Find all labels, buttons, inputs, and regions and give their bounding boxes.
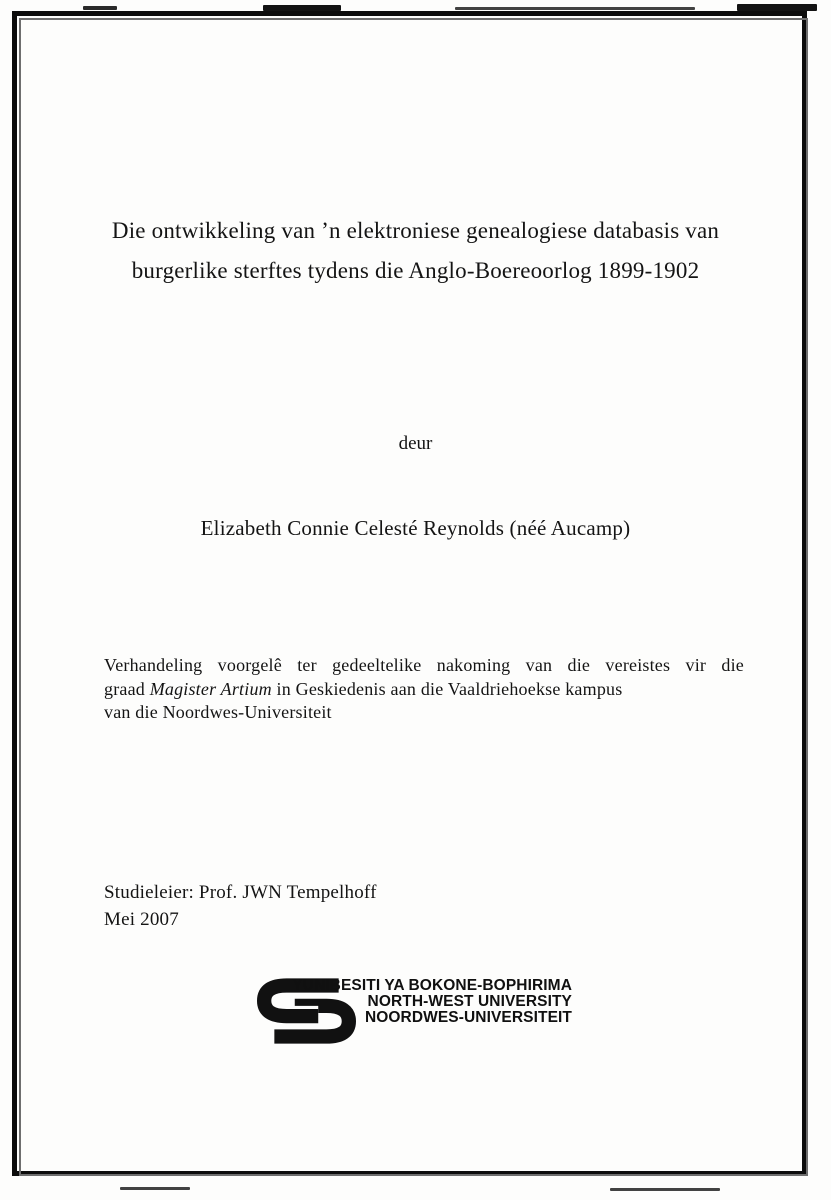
scan-artifact <box>610 1188 720 1191</box>
scan-artifact <box>120 1187 190 1190</box>
degree-statement-line1: Verhandeling voorgelê ter gedeeltelike nakoming van die vereistes vir die <box>104 655 744 675</box>
supervisor-block <box>104 879 377 933</box>
supervisor-line: Studieleier: Prof. JWN Tempelhoff <box>104 882 377 903</box>
scan-artifact <box>455 7 695 10</box>
degree-statement-line3: van die Noordwes-Universiteit <box>104 702 332 722</box>
degree-statement-line2-prefix: graad <box>104 678 150 699</box>
degree-statement-line2 <box>104 678 744 702</box>
thesis-title-line2: burgerlike sterftes tydens die Anglo-Boereoorlog 1899-1902 <box>131 258 700 283</box>
date-line: Mei 2007 <box>104 909 179 930</box>
author-name: Elizabeth Connie Celesté Reynolds (néé Aucamp) <box>200 516 631 540</box>
thesis-title-line1: Die ontwikkeling van ’n elektroniese genealogiese databasis van <box>111 218 720 243</box>
thesis-title <box>0 211 831 291</box>
university-name-english: NORTH-WEST UNIVERSITY <box>367 993 572 1011</box>
scan-artifact <box>737 4 817 11</box>
scan-artifact <box>83 6 117 10</box>
degree-name-italic: Magister Artium <box>149 678 272 699</box>
degree-statement <box>104 654 744 725</box>
degree-statement-line2-suffix: in Geskiedenis aan die Vaaldriehoekse kampus <box>271 678 623 699</box>
university-name-afrikaans: NOORDWES-UNIVERSITEIT <box>364 1009 572 1027</box>
scan-artifact <box>263 5 341 11</box>
byline-deur: deur <box>398 433 433 454</box>
university-name-setswana: YUNIBESITI YA BOKONE-BOPHIRIMA <box>292 977 572 994</box>
university-logo-text <box>292 978 572 1027</box>
